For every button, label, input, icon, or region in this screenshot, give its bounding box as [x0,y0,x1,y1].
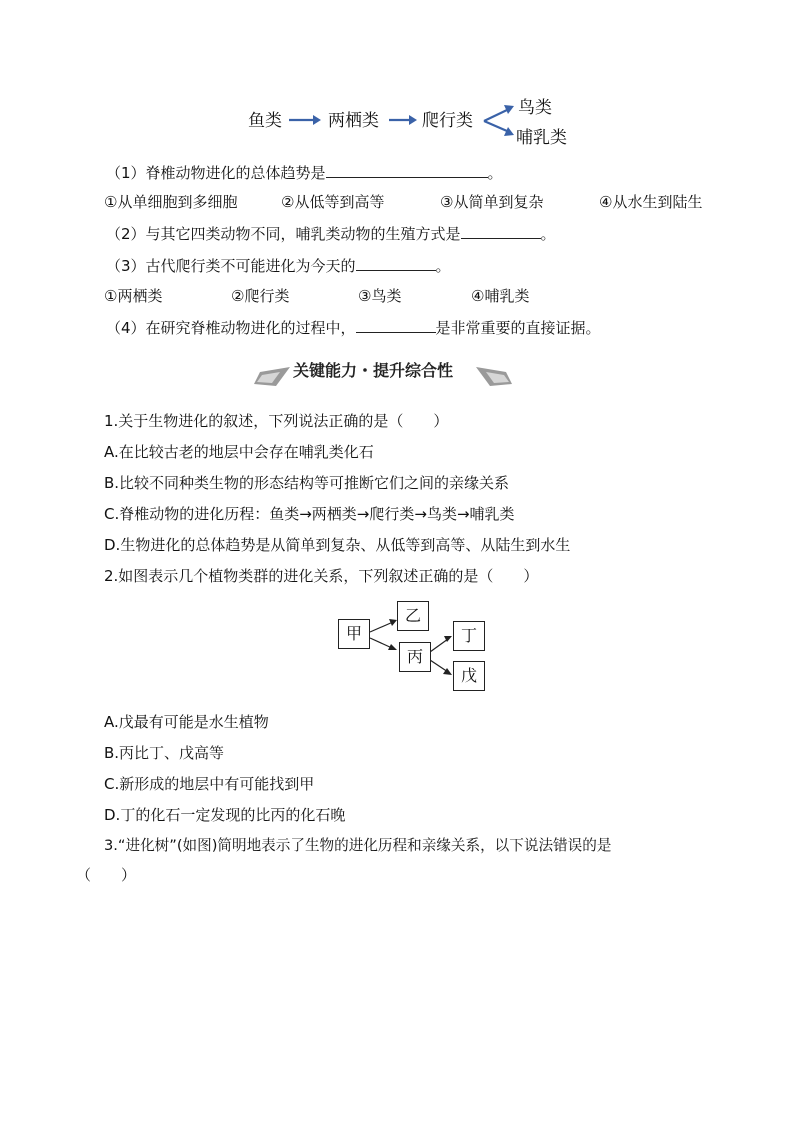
banner-title: 关键能力・提升综合性 [293,361,454,380]
question-stem: 1.关于生物进化的叙述，下列说法正确的是（ ） [104,412,449,430]
intro-q3: （3）古代爬行类不可能进化为今天的 。 [106,257,451,275]
option-item: ②从低等到高等 [281,193,385,211]
chain-mammal: 哺乳类 [516,128,567,148]
node-wu: 戊 [453,661,485,691]
intro-q2: （2）与其它四类动物不同，哺乳类动物的生殖方式是 。 [106,225,556,243]
answer-blank[interactable] [356,255,436,271]
chain-reptile: 爬行类 [422,111,473,131]
option-a: A.在比较古老的地层中会存在哺乳类化石 [104,443,374,461]
option-b: B.比较不同种类生物的形态结构等可推断它们之间的亲缘关系 [104,474,510,492]
answer-blank[interactable] [356,317,436,333]
option-c: C.脊椎动物的进化历程：鱼类→两栖类→爬行类→鸟类→哺乳类 [104,505,515,523]
chain-bird: 鸟类 [518,98,552,118]
chain-amphibian: 两栖类 [328,111,379,131]
chain-fish: 鱼类 [248,111,282,131]
node-yi: 乙 [397,601,429,631]
question-stem-line1: 3.“进化树”(如图)简明地表示了生物的进化历程和亲缘关系，以下说法错误的是 [104,837,612,854]
option-d: D.丁的化石一定发现的比丙的化石晚 [104,806,346,824]
chain-arrow-1 [288,113,322,127]
answer-blank[interactable] [461,223,541,239]
chain-branch-arrows [482,100,516,140]
node-ding: 丁 [453,621,485,651]
question-stem: 2.如图表示几个植物类群的进化关系，下列叙述正确的是（ ） [104,567,539,585]
option-item: ②爬行类 [231,287,290,305]
option-item: ④哺乳类 [471,287,530,305]
node-jia: 甲 [338,619,370,649]
intro-q4: （4）在研究脊椎动物进化的过程中， 是非常重要的直接证据。 [106,319,601,337]
option-b: B.丙比丁、戊高等 [104,744,225,762]
option-item: ④从水生到陆生 [599,193,703,211]
chain-arrow-2 [388,113,418,127]
intro-q1: （1）脊椎动物进化的总体趋势是 。 [106,164,503,182]
option-item: ①从单细胞到多细胞 [104,193,238,211]
option-a: A.戊最有可能是水生植物 [104,713,269,731]
node-bing: 丙 [399,642,431,672]
option-c: C.新形成的地层中有可能找到甲 [104,775,315,793]
option-item: ③鸟类 [358,287,402,305]
option-item: ①两栖类 [104,287,163,305]
answer-blank[interactable] [326,162,488,178]
option-d: D.生物进化的总体趋势是从简单到复杂、从低等到高等、从陆生到水生 [104,536,571,554]
option-item: ③从简单到复杂 [440,193,544,211]
question-stem-line2: （ ） [76,866,137,884]
